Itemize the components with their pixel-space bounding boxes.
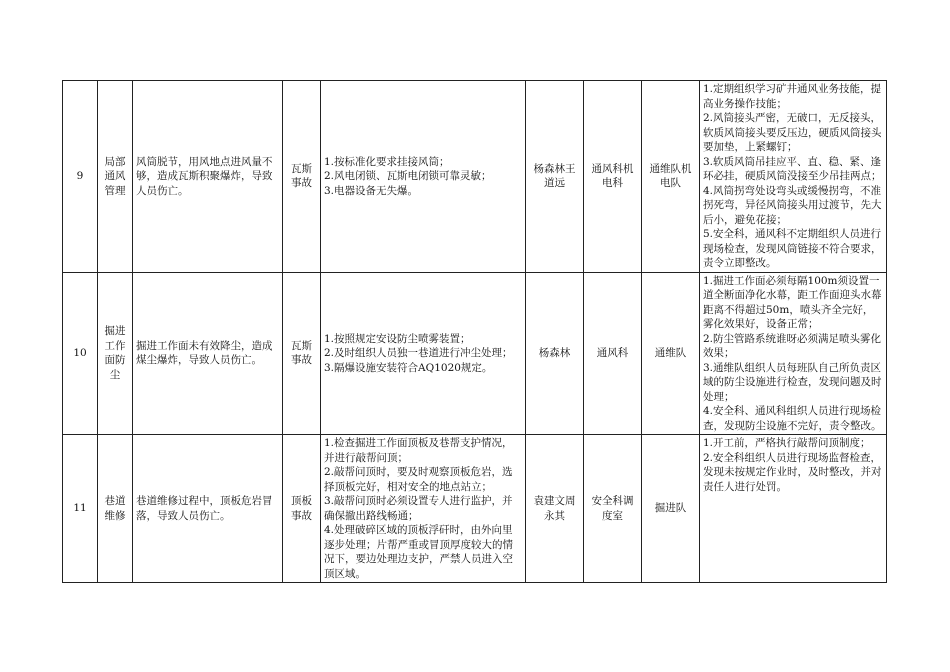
row-number: 11 [63,435,98,583]
risk-table [62,80,887,583]
control-line: 2.敲帮问顶时，要及时观察顶板危岩，选择顶板完好，相对安全的地点站立； [324,466,513,493]
row-number: 10 [63,272,98,435]
measure-line: 4.安全科、通风科组织人员进行现场检查，发现防尘设施不完好，责令整改。 [703,405,882,432]
management-measures [700,272,887,435]
hazard-description: 风筒脱节，用风地点进风量不够，造成瓦斯积聚爆炸，导致人员伤亡。 [133,81,283,273]
measure-line: 3.软质风筒吊挂应平、直、稳、紧、逢环必挂，硬质风筒没接至少吊挂两点； [703,155,882,182]
row-number: 9 [63,81,98,273]
responsible-unit: 通维队机电队 [642,81,700,273]
control-line: 2.及时组织人员独一巷道进行冲尘处理； [324,347,513,359]
management-measures [700,435,887,583]
control-line: 1.按照规定安设防尘喷雾装置； [324,332,471,345]
control-measures [321,81,526,273]
measure-line: 1.定期组织学习矿井通风业务技能，提高业务操作技能； [703,83,882,110]
control-line: 3.隔爆设施安装符合AQ1020规定。 [324,361,493,374]
control-line: 2.风电闭锁、瓦斯电闭锁可靠灵敏； [324,170,492,182]
responsible-department: 安全科调度室 [584,435,642,583]
responsible-unit: 掘进队 [642,435,700,583]
measure-line: 1.掘进工作面必须每隔100m须设置一道全断面净化水幕，距工作面迎头水幕距离不得超过50m，喷头齐全完好，雾化效果好，设备正常； [703,274,882,330]
work-location: 掘进工作面防尘 [98,272,133,435]
table-row [63,81,887,273]
control-line: 3.电器设备无失爆。 [324,184,419,197]
measure-line: 4.风筒拐弯处设弯头或缓慢拐弯，不准拐死弯，异径风筒接头用过渡节，先大后小，避免花接； [703,184,882,226]
measure-line: 2.防尘管路系统谁呀必须满足喷头雾化效果； [703,332,882,359]
work-location: 局部通风管理 [98,81,133,273]
accident-type: 瓦斯事故 [283,81,321,273]
responsible-person: 袁建文周永其 [526,435,584,583]
responsible-person: 杨森林王道远 [526,81,584,273]
measure-line: 2.风筒接头严密，无破口，无反接头，软质风筒接头要反压边，硬质风筒接头要加垫，上紧螺钉； [703,112,882,153]
risk-table-body [63,81,887,583]
control-line: 1.按标准化要求挂接风筒； [324,155,450,168]
accident-type: 瓦斯事故 [283,272,321,435]
measure-line: 2.安全科组织人员进行现场监督检查，发现未按规定作业时，及时整改，并对责任人进行处罚。 [703,451,882,493]
responsible-department: 通风科 [584,272,642,435]
control-measures [321,435,526,583]
hazard-description: 掘进工作面未有效降尘，造成煤尘爆炸，导致人员伤亡。 [133,272,283,435]
control-line: 3.敲帮问顶时必须设置专人进行监护，并确保撤出路线畅通； [324,495,513,522]
responsible-department: 通风科机电科 [584,81,642,273]
table-row [63,272,887,435]
responsible-unit: 通维队 [642,272,700,435]
measure-line: 1.开工前，严格执行敲帮问顶制度； [703,437,871,449]
control-line: 1.检查掘进工作面顶板及巷帮支护情况，并进行敲帮问顶； [324,437,513,464]
table-row [63,435,887,583]
accident-type: 顶板事故 [283,435,321,583]
hazard-description: 巷道维修过程中，顶板危岩冒落，导致人员伤亡。 [133,435,283,583]
work-location: 巷道维修 [98,435,133,583]
management-measures [700,81,887,273]
control-measures [321,272,526,435]
measure-line: 3.通维队组织人员每班队自己所负责区域的防尘设施进行检查，发现问题及时处理； [703,361,882,403]
responsible-person: 杨森林 [526,272,584,435]
control-line: 4.处理破碎区域的顶板浮矸时，由外向里逐步处理；片帮严重或冒顶厚度较大的情况下，要边处理边支护，严禁人员进入空顶区域。 [324,524,513,580]
measure-line: 5.安全科，通风科不定期组织人员进行现场检查，发现风筒链接不符合要求，责令立即整改。 [703,228,882,269]
